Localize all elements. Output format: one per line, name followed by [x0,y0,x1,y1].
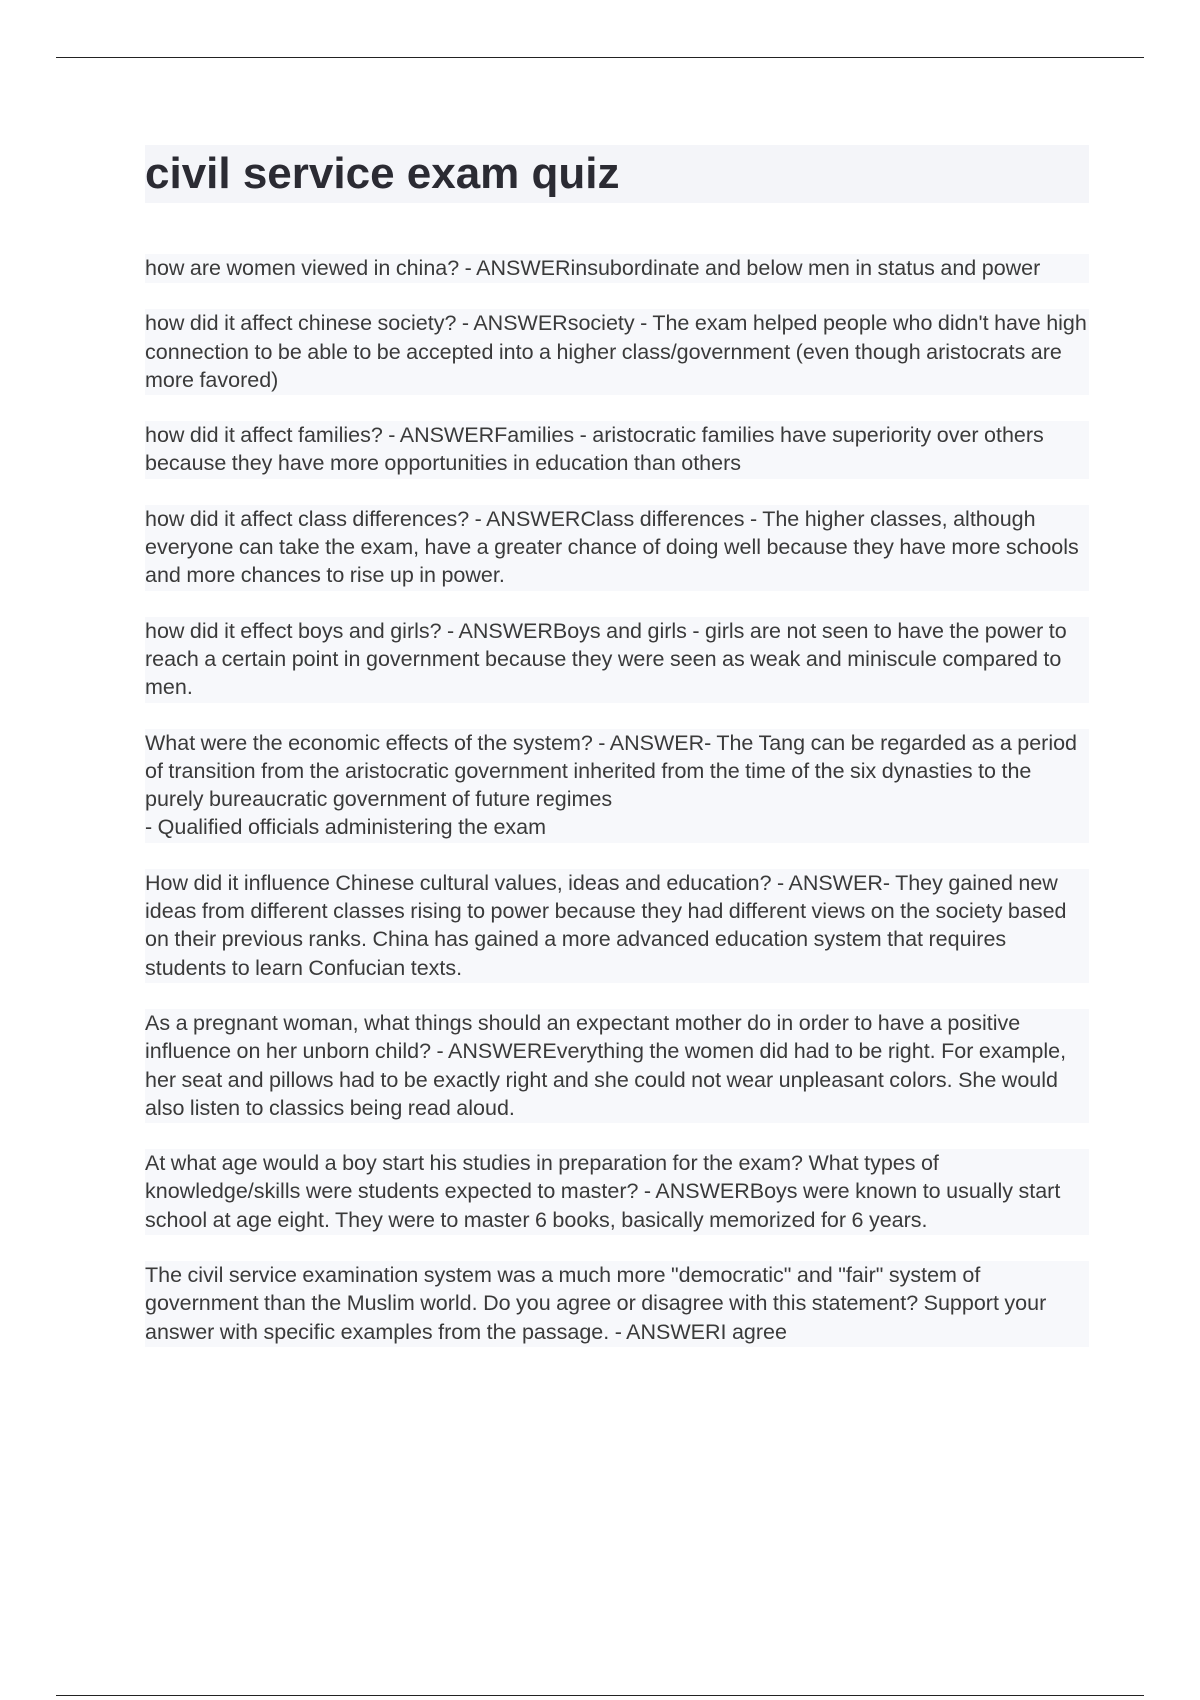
bottom-rule [56,1695,1144,1696]
qa-item: how did it affect families? - ANSWERFamilies - aristocratic families have superiority over others because they have more opportunities in education than others [145,421,1089,479]
qa-item: how did it affect class differences? - ANSWERClass differences - The higher classes, although everyone can take the exam, have a greater chance of doing well because they have more schools and more chances to rise up in power. [145,505,1089,591]
qa-item: At what age would a boy start his studies in preparation for the exam? What types of knowledge/skills were students expected to master? - ANSWERBoys were known to usually start school at age eight. They were to master 6 books, basically memorized for 6 years. [145,1149,1089,1235]
qa-item: The civil service examination system was a much more "democratic" and "fair" system of government than the Muslim world. Do you agree or disagree with this statement? Support your answer with specific examples from the passage. - ANSWERI agree [145,1261,1089,1347]
qa-item: How did it influence Chinese cultural values, ideas and education? - ANSWER- They gained new ideas from different classes rising to power because they had different views on the society based on their previous ranks. China has gained a more advanced education system that requires students to learn Confucian texts. [145,869,1089,983]
qa-item: how did it affect chinese society? - ANSWERsociety - The exam helped people who didn't have high connection to be able to be accepted into a higher class/government (even though aristocrats are more favored) [145,309,1089,395]
page-title: civil service exam quiz [145,149,620,198]
qa-item: What were the economic effects of the system? - ANSWER- The Tang can be regarded as a period of transition from the aristocratic government inherited from the time of the six dynasties to the purely bureaucratic government of future regimes - Qualified officials administering the exam [145,729,1089,843]
qa-item: how are women viewed in china? - ANSWERinsubordinate and below men in status and power [145,254,1089,283]
qa-item: how did it effect boys and girls? - ANSWERBoys and girls - girls are not seen to have the power to reach a certain point in government because they were seen as weak and miniscule compared to men. [145,617,1089,703]
qa-item: As a pregnant woman, what things should an expectant mother do in order to have a positive influence on her unborn child? - ANSWEREverything the women did had to be right. For example, her seat and pillows had to be exactly right and she could not wear unpleasant colors. She would also listen to classics being read aloud. [145,1009,1089,1123]
top-rule [56,57,1144,58]
qa-list [145,254,1089,1373]
